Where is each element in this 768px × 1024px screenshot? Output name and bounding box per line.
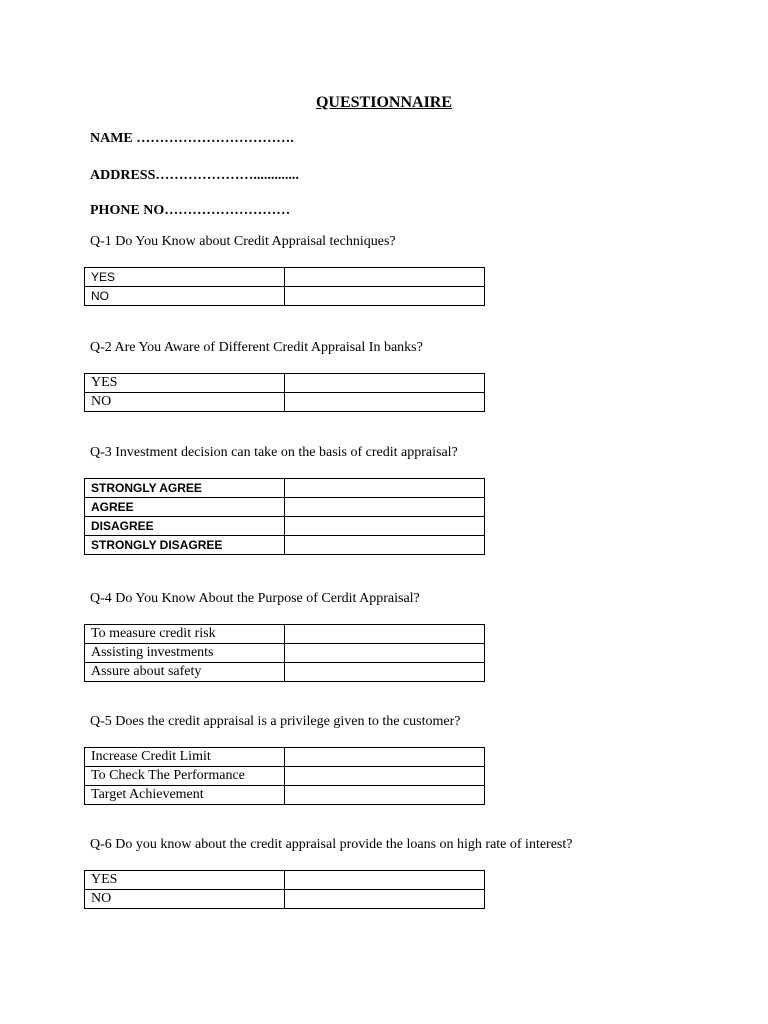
option-answer-cell[interactable] [285, 767, 485, 786]
option-label: NO [85, 890, 285, 909]
option-answer-cell[interactable] [285, 536, 485, 555]
question-2-options [84, 373, 485, 412]
option-row[interactable] [85, 748, 485, 767]
question-4-text: Q-4 Do You Know About the Purpose of Cerdit Appraisal? [90, 591, 420, 606]
option-label: NO [85, 287, 285, 306]
question-3-options [84, 478, 485, 555]
question-5-text: Q-5 Does the credit appraisal is a privilege given to the customer? [90, 714, 461, 729]
option-row[interactable] [85, 374, 485, 393]
option-answer-cell[interactable] [285, 374, 485, 393]
option-answer-cell[interactable] [285, 517, 485, 536]
option-label: Assisting investments [85, 644, 285, 663]
option-label: AGREE [85, 498, 285, 517]
question-6-options [84, 870, 485, 909]
name-field[interactable]: NAME ……………………………. [90, 131, 294, 146]
option-label: Target Achievement [85, 786, 285, 805]
option-row[interactable] [85, 479, 485, 498]
option-answer-cell[interactable] [285, 890, 485, 909]
page-title: QUESTIONNAIRE [315, 94, 453, 111]
option-answer-cell[interactable] [285, 748, 485, 767]
option-row[interactable] [85, 625, 485, 644]
option-row[interactable] [85, 268, 485, 287]
option-label: NO [85, 393, 285, 412]
option-label: STRONGLY AGREE [85, 479, 285, 498]
option-row[interactable] [85, 871, 485, 890]
option-row[interactable] [85, 786, 485, 805]
option-label: To measure credit risk [85, 625, 285, 644]
option-answer-cell[interactable] [285, 268, 485, 287]
option-answer-cell[interactable] [285, 644, 485, 663]
option-answer-cell[interactable] [285, 498, 485, 517]
option-row[interactable] [85, 517, 485, 536]
option-row[interactable] [85, 767, 485, 786]
option-row[interactable] [85, 393, 485, 412]
option-row[interactable] [85, 287, 485, 306]
question-6-text: Q-6 Do you know about the credit appraisal provide the loans on high rate of interest? [90, 837, 573, 852]
question-1-options [84, 267, 485, 306]
option-row[interactable] [85, 890, 485, 909]
option-label: YES [85, 268, 285, 287]
option-answer-cell[interactable] [285, 479, 485, 498]
option-label: Assure about safety [85, 663, 285, 682]
option-row[interactable] [85, 498, 485, 517]
option-row[interactable] [85, 663, 485, 682]
question-1-text: Q-1 Do You Know about Credit Appraisal techniques? [90, 234, 396, 249]
option-row[interactable] [85, 644, 485, 663]
question-5-options [84, 747, 485, 805]
option-answer-cell[interactable] [285, 871, 485, 890]
option-label: YES [85, 374, 285, 393]
question-4-options [84, 624, 485, 682]
option-label: To Check The Performance [85, 767, 285, 786]
option-answer-cell[interactable] [285, 287, 485, 306]
option-label: Increase Credit Limit [85, 748, 285, 767]
option-answer-cell[interactable] [285, 625, 485, 644]
option-answer-cell[interactable] [285, 786, 485, 805]
option-label: YES [85, 871, 285, 890]
question-3-text: Q-3 Investment decision can take on the basis of credit appraisal? [90, 445, 458, 460]
phone-field[interactable]: PHONE NO……………………… [90, 203, 291, 218]
option-label: DISAGREE [85, 517, 285, 536]
option-label: STRONGLY DISAGREE [85, 536, 285, 555]
option-answer-cell[interactable] [285, 393, 485, 412]
option-answer-cell[interactable] [285, 663, 485, 682]
option-row[interactable] [85, 536, 485, 555]
address-field[interactable]: ADDRESS…………………............. [90, 168, 299, 183]
question-2-text: Q-2 Are You Aware of Different Credit Appraisal In banks? [90, 340, 423, 355]
